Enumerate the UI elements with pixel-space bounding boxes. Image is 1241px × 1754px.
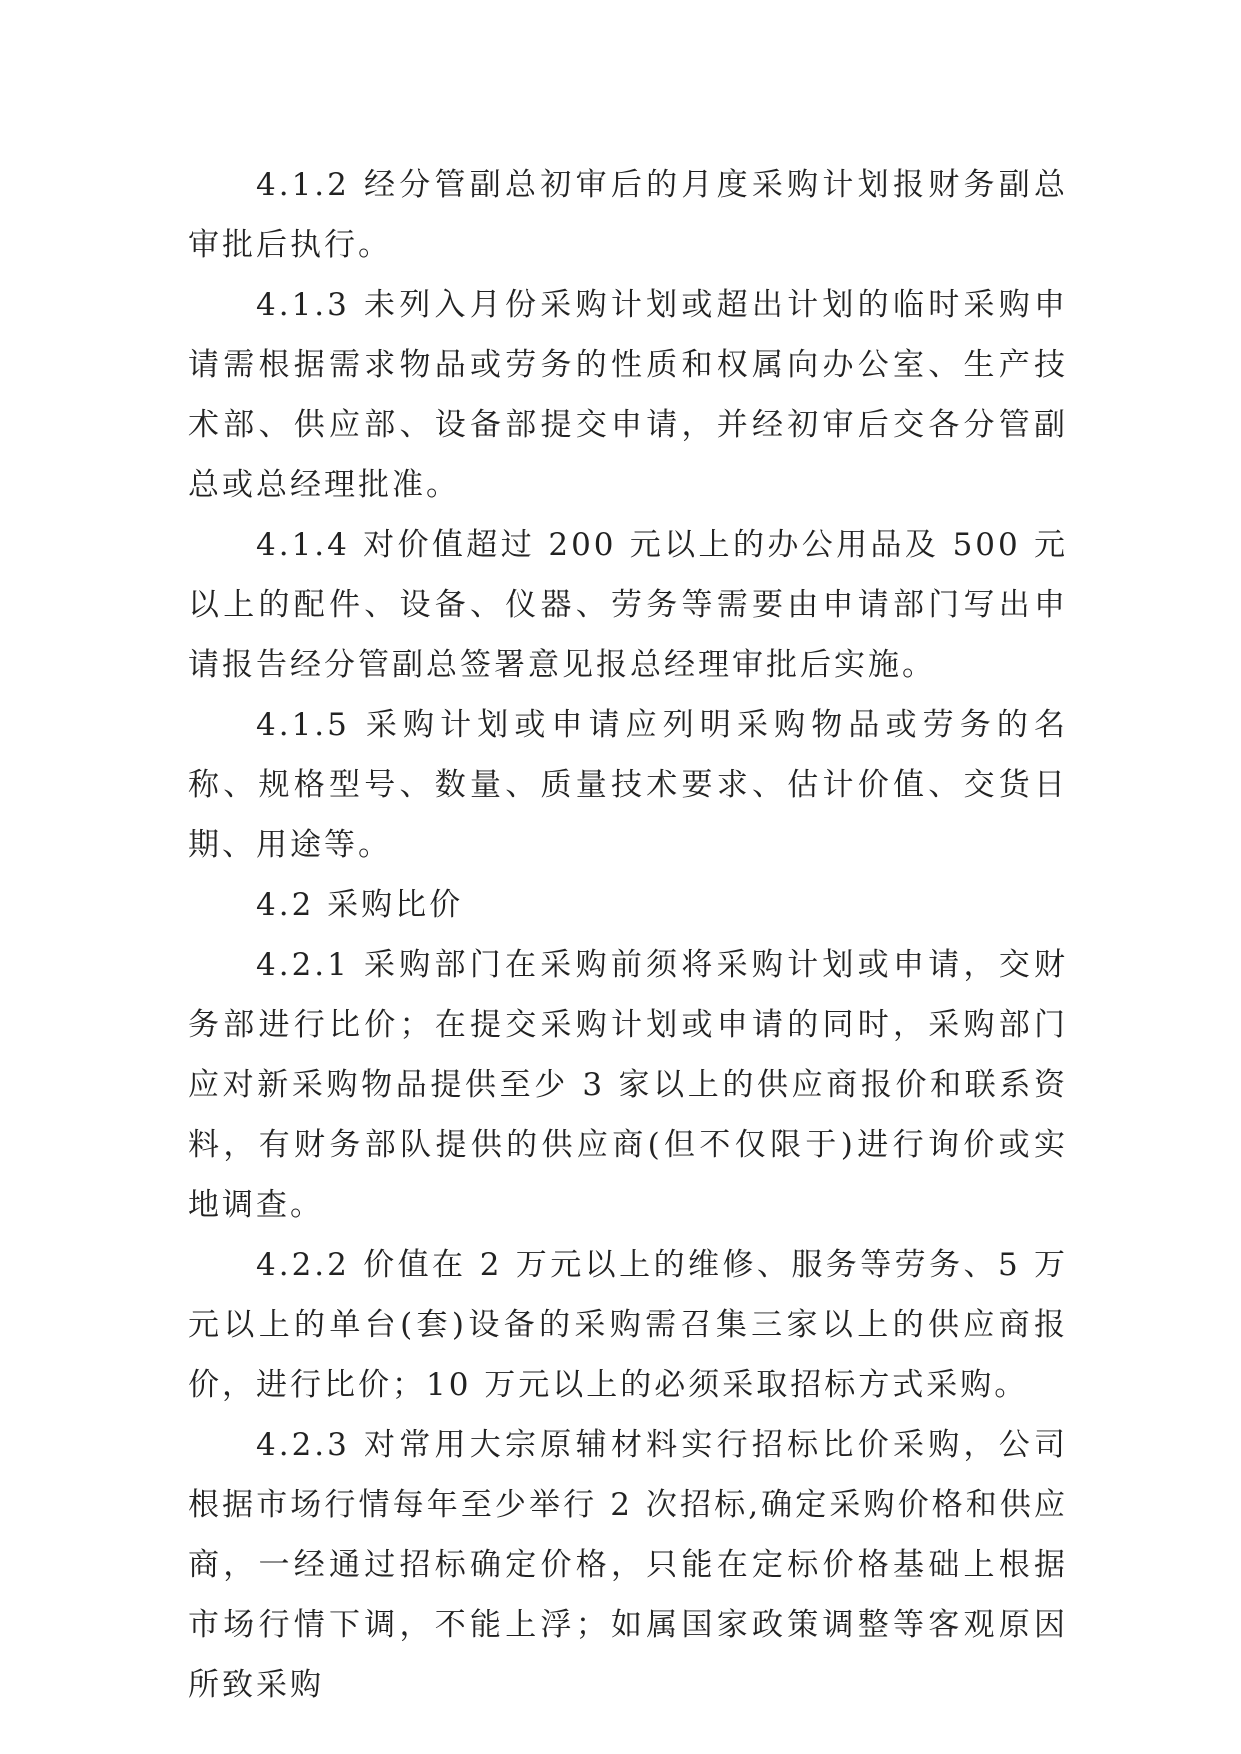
section-heading-4-2: 4.2 采购比价: [256, 887, 464, 923]
paragraph-4-1-4: 4.1.4 对价值超过 200 元以上的办公用品及 500 元以上的配件、设备、仪器、劳务等需要由申请部门写出申请报告经分管副总签署意见报总经理审批后实施。: [188, 527, 1068, 683]
paragraph-4-2-3: 4.2.3 对常用大宗原辅材料实行招标比价采购，公司根据市场行情每年至少举行 2 次招标,确定采购价格和供应商，一经通过招标确定价格，只能在定标价格基础上根据市场行情下调，不能上浮；如属国家政策调整等客观原因所致采购: [188, 1427, 1068, 1703]
paragraph-4-2-2: 4.2.2 价值在 2 万元以上的维修、服务等劳务、5 万元以上的单台(套)设备的采购需召集三家以上的供应商报价，进行比价；10 万元以上的必须采取招标方式采购。: [188, 1247, 1068, 1403]
document-body: [188, 155, 1068, 1715]
paragraph-4-1-5: 4.1.5 采购计划或申请应列明采购物品或劳务的名称、规格型号、数量、质量技术要求、估计价值、交货日期、用途等。: [188, 707, 1068, 863]
paragraph-4-1-2: 4.1.2 经分管副总初审后的月度采购计划报财务副总审批后执行。: [188, 167, 1068, 263]
paragraph-4-2-1: 4.2.1 采购部门在采购前须将采购计划或申请，交财务部进行比价；在提交采购计划或申请的同时，采购部门应对新采购物品提供至少 3 家以上的供应商报价和联系资料，有财务部队提供的供应商(但不仅限于)进行询价或实地调查。: [188, 947, 1068, 1223]
paragraph-4-1-3: 4.1.3 未列入月份采购计划或超出计划的临时采购申请需根据需求物品或劳务的性质和权属向办公室、生产技术部、供应部、设备部提交申请，并经初审后交各分管副总或总经理批准。: [188, 287, 1068, 503]
